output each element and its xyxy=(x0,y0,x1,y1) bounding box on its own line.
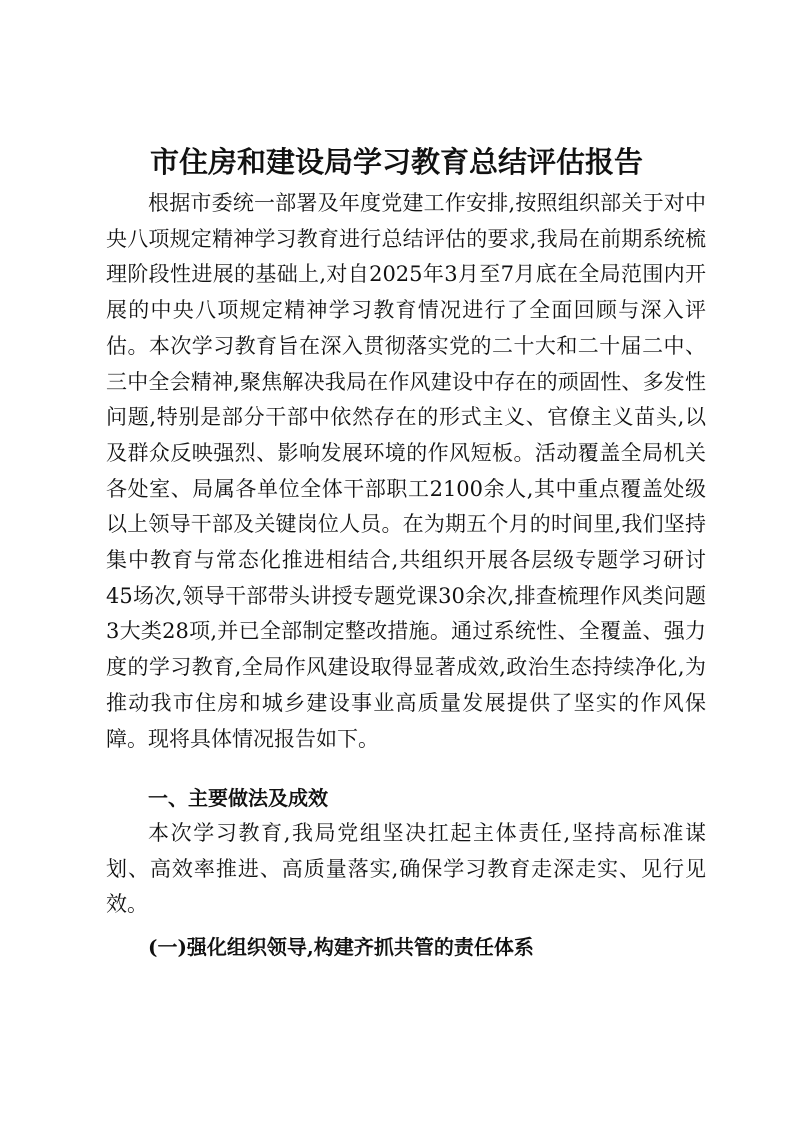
document-title: 市住房和建设局学习教育总结评估报告 xyxy=(149,145,643,179)
section-heading-1: 一、主要做法及成效 xyxy=(148,786,328,810)
subsection-heading-1: (一)强化组织领导,构建齐抓共管的责任体系 xyxy=(148,935,534,959)
intro-paragraph: 根据市委统一部署及年度党建工作安排,按照组织部关于对中央八项规定精神学习教育进行总结评估的要求,我局在前期系统梳理阶段性进展的基础上,对自2025年3月至7月底在全局范围内开展的中央八项规定精神学习教育情况进行了全面回顾与深入评估。本次学习教育旨在深入贯彻落实党的二十大和二十届二中、三中全会精神,聚焦解决我局在作风建设中存在的顽固性、多发性问题,特别是部分干部中依然存在的形式主义、官僚主义苗头,以及群众反映强烈、影响发展环境的作风短板。活动覆盖全局机关各处室、局属各单位全体干部职工2100余人,其中重点覆盖处级以上领导干部及关键岗位人员。在为期五个月的时间里,我们坚持集中教育与常态化推进相结合,共组织开展各层级专题学习研讨45场次,领导干部带头讲授专题党课30余次,排查梳理作风类问题3大类28项,并已全部制定整改措施。通过系统性、全覆盖、强力度的学习教育,全局作风建设取得显著成效,政治生态持续净化,为推动我市住房和城乡建设事业高质量发展提供了坚实的作风保障。现将具体情况报告如下。 xyxy=(106,191,706,751)
section-1-paragraph: 本次学习教育,我局党组坚决扛起主体责任,坚持高标准谋划、高效率推进、高质量落实,确保学习教育走深走实、见行见效。 xyxy=(106,821,706,917)
